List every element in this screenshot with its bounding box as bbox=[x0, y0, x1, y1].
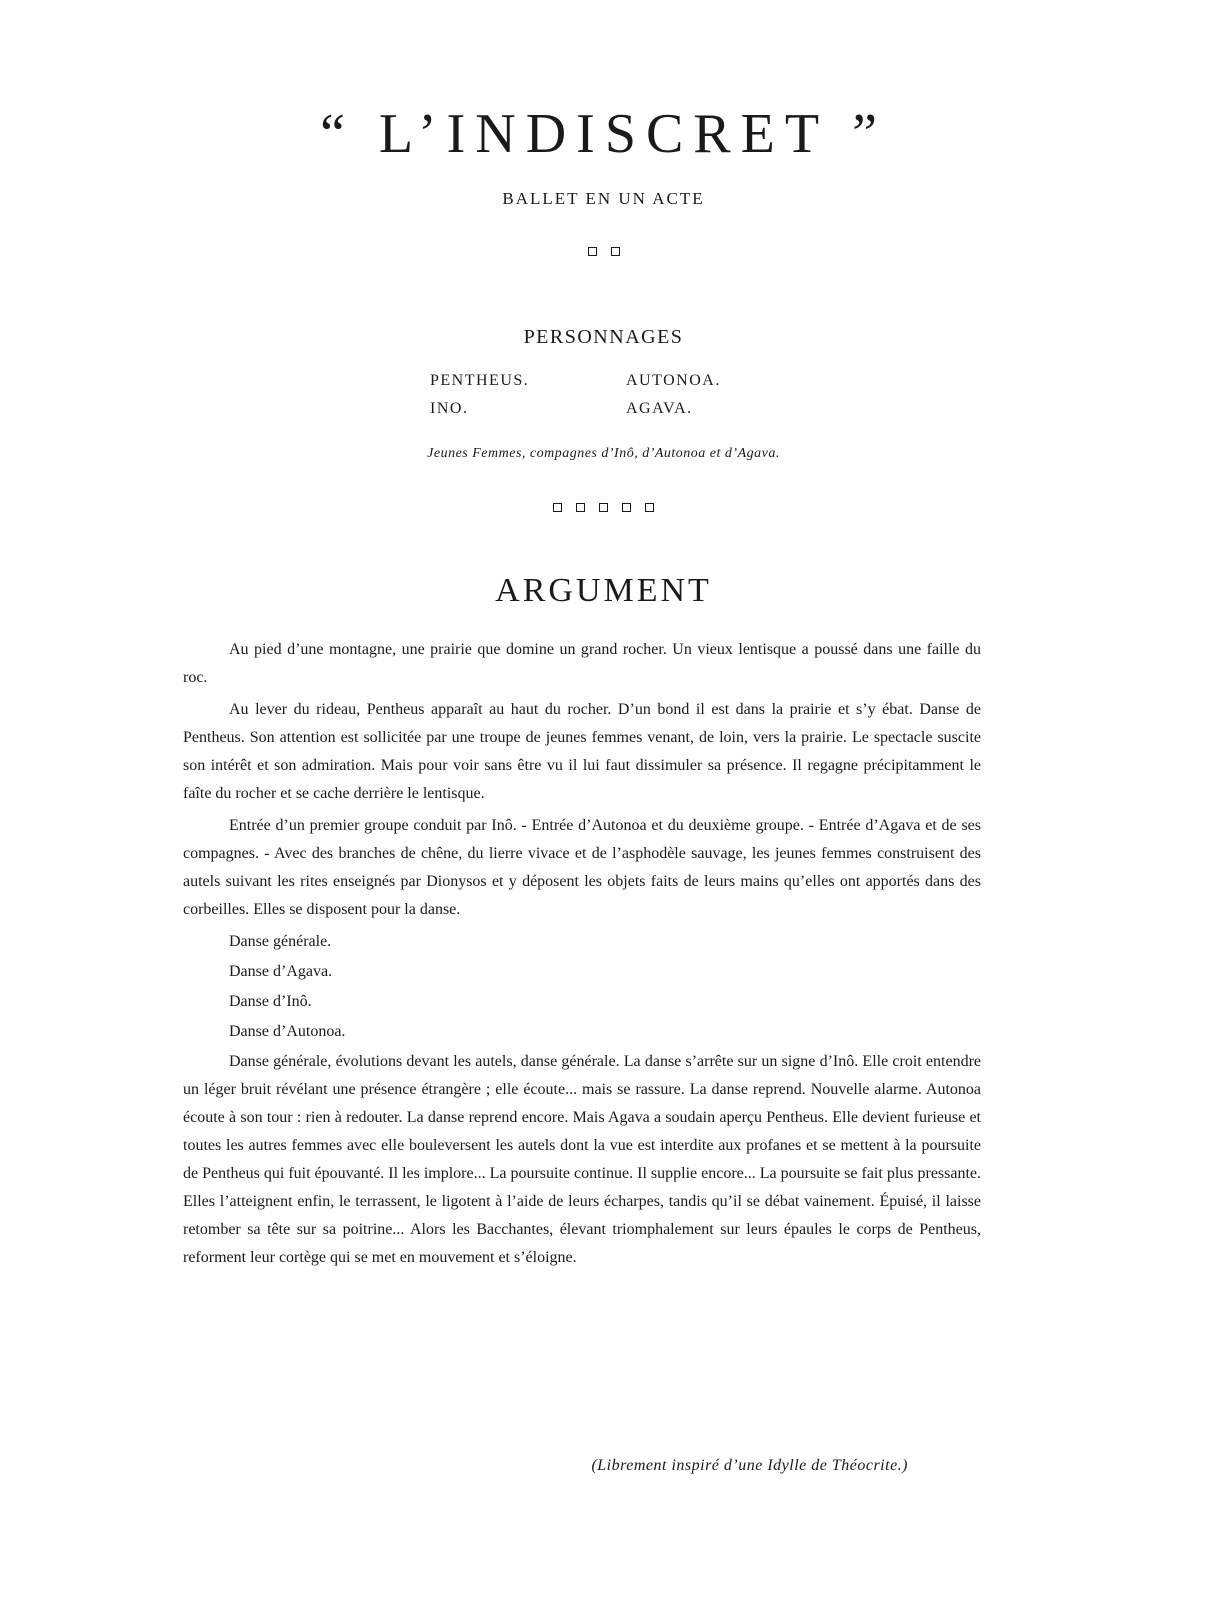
argument-body bbox=[183, 636, 981, 1276]
character-name: AGAVA. bbox=[626, 400, 693, 417]
square-ornament-icon bbox=[599, 503, 608, 512]
argument-paragraph: Danse d’Autonoa. bbox=[229, 1023, 346, 1040]
argument-paragraph: Danse générale. bbox=[229, 933, 332, 950]
ornament-divider-top bbox=[0, 247, 1207, 256]
companions-note: Jeunes Femmes, compagnes d’Inô, d’Autonoa et d’Agava. bbox=[427, 446, 780, 461]
character-name: PENTHEUS. bbox=[430, 372, 530, 389]
ballet-subtitle: BALLET EN UN ACTE bbox=[502, 189, 705, 208]
argument-paragraph: Danse d’Agava. bbox=[229, 963, 333, 980]
argument-paragraph: Danse générale, évolutions devant les autels, danse générale. La danse s’arrête sur un signe d’Inô. Elle croit entendre un léger bruit révélant une présence étrangère ; elle écoute... mais se rassure. La danse reprend. Nouvelle alarme. Autonoa écoute à son tour : rien à redouter. La danse reprend encore. Mais Agava a soudain aperçu Pentheus. Elle devient furieuse et toutes les autres femmes avec elle bouleversent les autels dont la vue est interdite aux profanes et se mettent à la poursuite de Pentheus qui fuit épouvanté. Il les implore... La poursuite continue. Il supplie encore... La poursuite se fait plus pressante. Elles l’atteignent enfin, le terrassent, le ligotent à l’aide de leurs écharpes, tandis qu’il se débat vainement. Épuisé, il laisse retomber sa tête sur sa poitrine... Alors les Bacchantes, élevant triomphalement sur leurs épaules le corps de Pentheus, reforment leur cortège qui se met en mouvement et s’éloigne. bbox=[183, 1053, 982, 1266]
argument-paragraph: Au lever du rideau, Pentheus apparaît au haut du rocher. D’un bond il est dans la prairie et s’y ébat. Danse de Pentheus. Son attention est sollicitée par une troupe de jeunes femmes venant, de loin, vers la prairie. Le spectacle suscite son intérêt et son admiration. Mais pour voir sans être vu il lui faut dissimuler sa présence. Il regagne précipitamment le faîte du rocher et se cache derrière le lentisque. bbox=[183, 701, 981, 802]
argument-heading: ARGUMENT bbox=[495, 572, 712, 609]
character-name: INO. bbox=[430, 400, 469, 417]
attribution-note: (Librement inspiré d’une Idylle de Théocrite.) bbox=[591, 1457, 908, 1474]
ornament-divider-bottom bbox=[0, 503, 1207, 512]
square-ornament-icon bbox=[645, 503, 654, 512]
argument-paragraph: Entrée d’un premier groupe conduit par Inô. - Entrée d’Autonoa et du deuxième groupe. - Entrée d’Agava et de ses compagnes. - Avec des branches de chêne, du lierre vivace et de l’asphodèle sauvage, les jeunes femmes construisent des autels suivant les rites enseignés par Dionysos et y déposent les objets faits de leurs mains qu’elles ont apportés dans des corbeilles. Elles se disposent pour la danse. bbox=[183, 817, 981, 918]
square-ornament-icon bbox=[576, 503, 585, 512]
argument-paragraph: Danse d’Inô. bbox=[229, 993, 312, 1010]
character-name: AUTONOA. bbox=[626, 372, 721, 389]
square-ornament-icon bbox=[622, 503, 631, 512]
square-ornament-icon bbox=[553, 503, 562, 512]
character-list bbox=[430, 372, 790, 418]
ballet-title: “ L’INDISCRET ” bbox=[320, 103, 887, 165]
square-ornament-icon bbox=[588, 247, 597, 256]
personnages-heading: PERSONNAGES bbox=[523, 326, 684, 348]
square-ornament-icon bbox=[611, 247, 620, 256]
argument-paragraph: Au pied d’une montagne, une prairie que domine un grand rocher. Un vieux lentisque a poussé dans une faille du roc. bbox=[183, 641, 981, 686]
